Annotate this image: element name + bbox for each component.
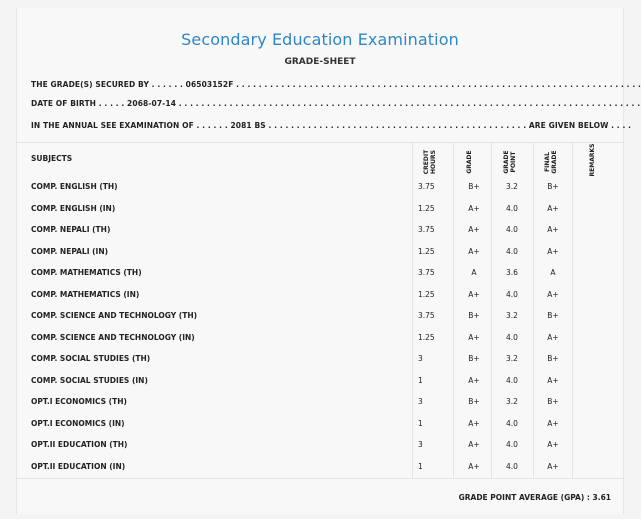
grade-cell: A+ — [468, 440, 480, 449]
grade-point-cell: 4.0 — [506, 225, 518, 234]
table-row — [17, 456, 623, 478]
page-subtitle: GRADE-SHEET — [284, 57, 356, 67]
final-grade-cell: A+ — [547, 225, 559, 234]
grade-cell: B+ — [468, 354, 480, 363]
table-row — [17, 241, 623, 263]
table-bottom-rule — [17, 478, 623, 479]
grade-point-cell: 4.0 — [506, 203, 518, 213]
grade-point-cell: 4.0 — [506, 461, 518, 471]
final-grade-cell: A+ — [547, 461, 559, 471]
subject-cell: OPT.II EDUCATION (TH) — [31, 440, 128, 449]
grade-point-cell: 4.0 — [506, 440, 518, 449]
header-grade — [467, 147, 477, 177]
subject-cell: OPT.I ECONOMICS (TH) — [31, 397, 127, 406]
grade-cell: B+ — [468, 182, 480, 191]
grade-cell: A+ — [468, 246, 480, 256]
subject-cell: COMP. SOCIAL STUDIES (TH) — [31, 354, 151, 363]
credit-hours-cell: 3 — [418, 397, 423, 406]
subject-cell: COMP. ENGLISH (TH) — [31, 182, 118, 191]
subject-cell: COMP. MATHEMATICS (TH) — [31, 268, 142, 277]
grade-cell: A+ — [468, 375, 480, 385]
grade-cell: A+ — [468, 461, 480, 471]
table-row — [17, 262, 623, 284]
grade-cell: A — [471, 268, 477, 277]
date-of-birth: DATE OF BIRTH . . . . . 2068-07-14 . . . . . . . . . . . . . . . . . . . . . . . . . . . . . . . . . . . . . . . . . . . . . . . . . . . . . . . . . . . . . . . . . . . . . . . . . . . . . . . . . . — [31, 99, 641, 108]
subject-cell: COMP. SOCIAL STUDIES (IN) — [31, 375, 148, 385]
table-row — [17, 198, 623, 220]
table-row — [17, 391, 623, 413]
header-final-grade-line2: GRADE — [550, 150, 558, 174]
credit-hours-cell: 1.25 — [418, 289, 435, 299]
header-final-grade — [545, 147, 561, 177]
final-grade-cell: A+ — [547, 289, 559, 299]
table-row — [17, 327, 623, 349]
grades-secured-by: THE GRADE(S) SECURED BY . . . . . . 06503152F . . . . . . . . . . . . . . . . . . . . . . . . . . . . . . . . . . . . . . . . . . . . . . . . . . . . . . . . . . . . . . . . . . . . . . . . — [31, 80, 641, 89]
subject-cell: COMP. MATHEMATICS (IN) — [31, 289, 140, 299]
credit-hours-cell: 1.25 — [418, 332, 435, 342]
table-row — [17, 305, 623, 327]
credit-hours-cell: 3 — [418, 354, 423, 363]
final-grade-cell: A+ — [547, 418, 559, 428]
table-row — [17, 370, 623, 392]
grade-point-cell: 3.6 — [506, 268, 518, 277]
credit-hours-cell: 3.75 — [418, 311, 435, 320]
header-grade-point — [504, 147, 520, 177]
header-credit-hours — [424, 145, 440, 179]
credit-hours-cell: 3.75 — [418, 225, 435, 234]
grade-cell: A+ — [468, 203, 480, 213]
final-grade-cell: A+ — [547, 246, 559, 256]
grade-cell: B+ — [468, 397, 480, 406]
header-grade-label: GRADE — [466, 150, 473, 174]
header-credit-hours-line1: CREDIT — [423, 149, 430, 175]
credit-hours-cell: 3.75 — [418, 268, 435, 277]
credit-hours-cell: 3.75 — [418, 182, 435, 191]
header-subjects: SUBJECTS — [31, 154, 73, 163]
page-title: Secondary Education Examination — [181, 30, 459, 49]
table-row — [17, 284, 623, 306]
header-remarks-label: REMARKS — [589, 143, 596, 177]
final-grade-cell: B+ — [547, 311, 559, 320]
final-grade-cell: A+ — [547, 440, 559, 449]
table-row — [17, 348, 623, 370]
table-row — [17, 434, 623, 456]
credit-hours-cell: 1 — [418, 418, 423, 428]
grade-point-cell: 4.0 — [506, 289, 518, 299]
subject-cell: OPT.II EDUCATION (IN) — [31, 461, 126, 471]
grade-point-cell: 3.2 — [506, 397, 518, 406]
subject-cell: COMP. NEPALI (TH) — [31, 225, 111, 234]
final-grade-cell: A — [550, 268, 556, 277]
final-grade-cell: A+ — [547, 203, 559, 213]
grade-sheet — [16, 8, 641, 514]
gpa-summary: GRADE POINT AVERAGE (GPA) : 3.61 — [458, 493, 611, 502]
table-row — [17, 176, 623, 198]
subject-cell: COMP. SCIENCE AND TECHNOLOGY (IN) — [31, 332, 195, 342]
credit-hours-cell: 1 — [418, 375, 423, 385]
subject-cell: COMP. ENGLISH (IN) — [31, 203, 116, 213]
header-final-grade-line1: FINAL — [544, 152, 551, 172]
header-credit-hours-line2: HOURS — [429, 150, 437, 174]
final-grade-cell: A+ — [547, 332, 559, 342]
grade-point-cell: 3.2 — [506, 311, 518, 320]
grade-point-cell: 3.2 — [506, 354, 518, 363]
grade-point-cell: 4.0 — [506, 332, 518, 342]
grade-point-cell: 4.0 — [506, 418, 518, 428]
subject-cell: COMP. SCIENCE AND TECHNOLOGY (TH) — [31, 311, 198, 320]
header-grade-point-line2: POINT — [509, 151, 517, 173]
grade-cell: A+ — [468, 332, 480, 342]
grade-cell: A+ — [468, 418, 480, 428]
grade-cell: A+ — [468, 225, 480, 234]
grade-point-cell: 4.0 — [506, 246, 518, 256]
credit-hours-cell: 1.25 — [418, 246, 435, 256]
header-remarks — [590, 142, 600, 178]
subject-cell: OPT.I ECONOMICS (IN) — [31, 418, 125, 428]
grade-cell: A+ — [468, 289, 480, 299]
grade-point-cell: 3.2 — [506, 182, 518, 191]
grade-point-cell: 4.0 — [506, 375, 518, 385]
grade-cell: B+ — [468, 311, 480, 320]
examination-info: IN THE ANNUAL SEE EXAMINATION OF . . . . . . 2081 BS . . . . . . . . . . . . . . . . . . . . . . . . . . . . . . . . . . . . . . . . . . . . . . ARE GIVEN BELOW . . . . — [31, 121, 632, 130]
credit-hours-cell: 1 — [418, 461, 423, 471]
credit-hours-cell: 1.25 — [418, 203, 435, 213]
table-row — [17, 219, 623, 241]
table-row — [17, 413, 623, 435]
subject-cell: COMP. NEPALI (IN) — [31, 246, 109, 256]
final-grade-cell: B+ — [547, 354, 559, 363]
final-grade-cell: B+ — [547, 182, 559, 191]
final-grade-cell: B+ — [547, 397, 559, 406]
credit-hours-cell: 3 — [418, 440, 423, 449]
header-grade-point-line1: GRADE — [503, 150, 510, 174]
final-grade-cell: A+ — [547, 375, 559, 385]
